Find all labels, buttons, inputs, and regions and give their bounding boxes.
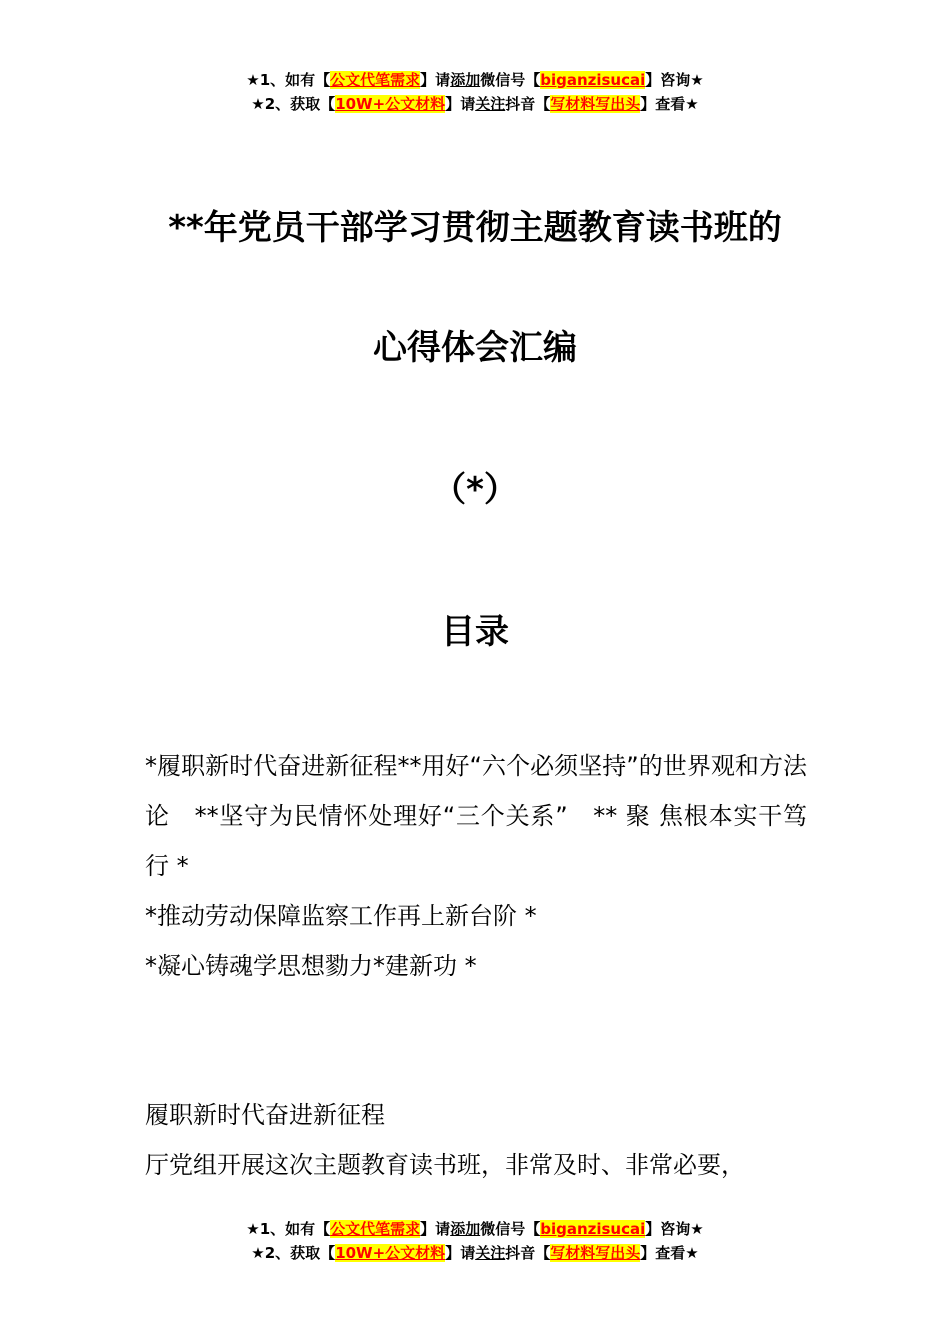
promo-highlight-materials: 10W+公文材料 <box>335 1244 446 1262</box>
promo-text: 】请 <box>445 1244 476 1262</box>
promo-text: ★1、如有【 <box>246 71 331 89</box>
promo-text: 抖音【 <box>505 95 551 113</box>
promo-underline: 添加 <box>450 1220 481 1238</box>
document-title-line-1: **年党员干部学习贯彻主题教育读书班的 <box>168 208 782 248</box>
promo-text: 】咨询★ <box>645 71 704 89</box>
promo-text: 】请 <box>420 1220 451 1238</box>
promo-text: ★1、如有【 <box>246 1220 331 1238</box>
toc-entry: *凝心铸魂学思想勠力*建新功 * <box>145 952 477 980</box>
promo-underline: 关注 <box>475 1244 506 1262</box>
promo-highlight-wechat: biganzisucai <box>540 71 646 89</box>
toc-entry: *推动劳动保障监察工作再上新台阶 * <box>145 902 537 930</box>
promo-banner-bottom <box>0 1217 950 1265</box>
promo-text: 微信号【 <box>480 71 541 89</box>
promo-banner-top <box>0 68 950 116</box>
promo-text: ★2、获取【 <box>251 95 336 113</box>
promo-highlight-douyin: 写材料写出头 <box>550 95 641 113</box>
promo-text: 】查看★ <box>640 1244 699 1262</box>
section-title: 履职新时代奋进新征程 <box>145 1101 385 1129</box>
document-title-line-3: （*） <box>432 470 518 510</box>
promo-underline: 关注 <box>475 95 506 113</box>
table-of-contents <box>145 741 807 991</box>
toc-heading: 目录 <box>441 612 509 652</box>
promo-line-1 <box>0 68 950 92</box>
promo-highlight-douyin: 写材料写出头 <box>550 1244 641 1262</box>
document-title-line-2: 心得体会汇编 <box>373 328 577 368</box>
promo-highlight-service: 公文代笔需求 <box>330 1220 421 1238</box>
promo-text: 】请 <box>420 71 451 89</box>
promo-highlight-service: 公文代笔需求 <box>330 71 421 89</box>
promo-line-1 <box>0 1217 950 1241</box>
promo-text: 】查看★ <box>640 95 699 113</box>
promo-underline: 添加 <box>450 71 481 89</box>
document-body <box>145 1090 825 1190</box>
promo-text: ★2、获取【 <box>251 1244 336 1262</box>
promo-text: 】请 <box>445 95 476 113</box>
promo-text: 微信号【 <box>480 1220 541 1238</box>
promo-line-2 <box>0 92 950 116</box>
promo-highlight-wechat: biganzisucai <box>540 1220 646 1238</box>
toc-entry: *履职新时代奋进新征程**用好“六个必须坚持”的世界观和方法论 **坚守为民情怀处理好“三个关系” ** 聚 焦根本实干笃行 * <box>145 752 807 880</box>
promo-text: 抖音【 <box>505 1244 551 1262</box>
body-paragraph: 厅党组开展这次主题教育读书班，非常及时、非常必要， <box>145 1151 745 1179</box>
promo-text: 】咨询★ <box>645 1220 704 1238</box>
promo-line-2 <box>0 1241 950 1265</box>
promo-highlight-materials: 10W+公文材料 <box>335 95 446 113</box>
